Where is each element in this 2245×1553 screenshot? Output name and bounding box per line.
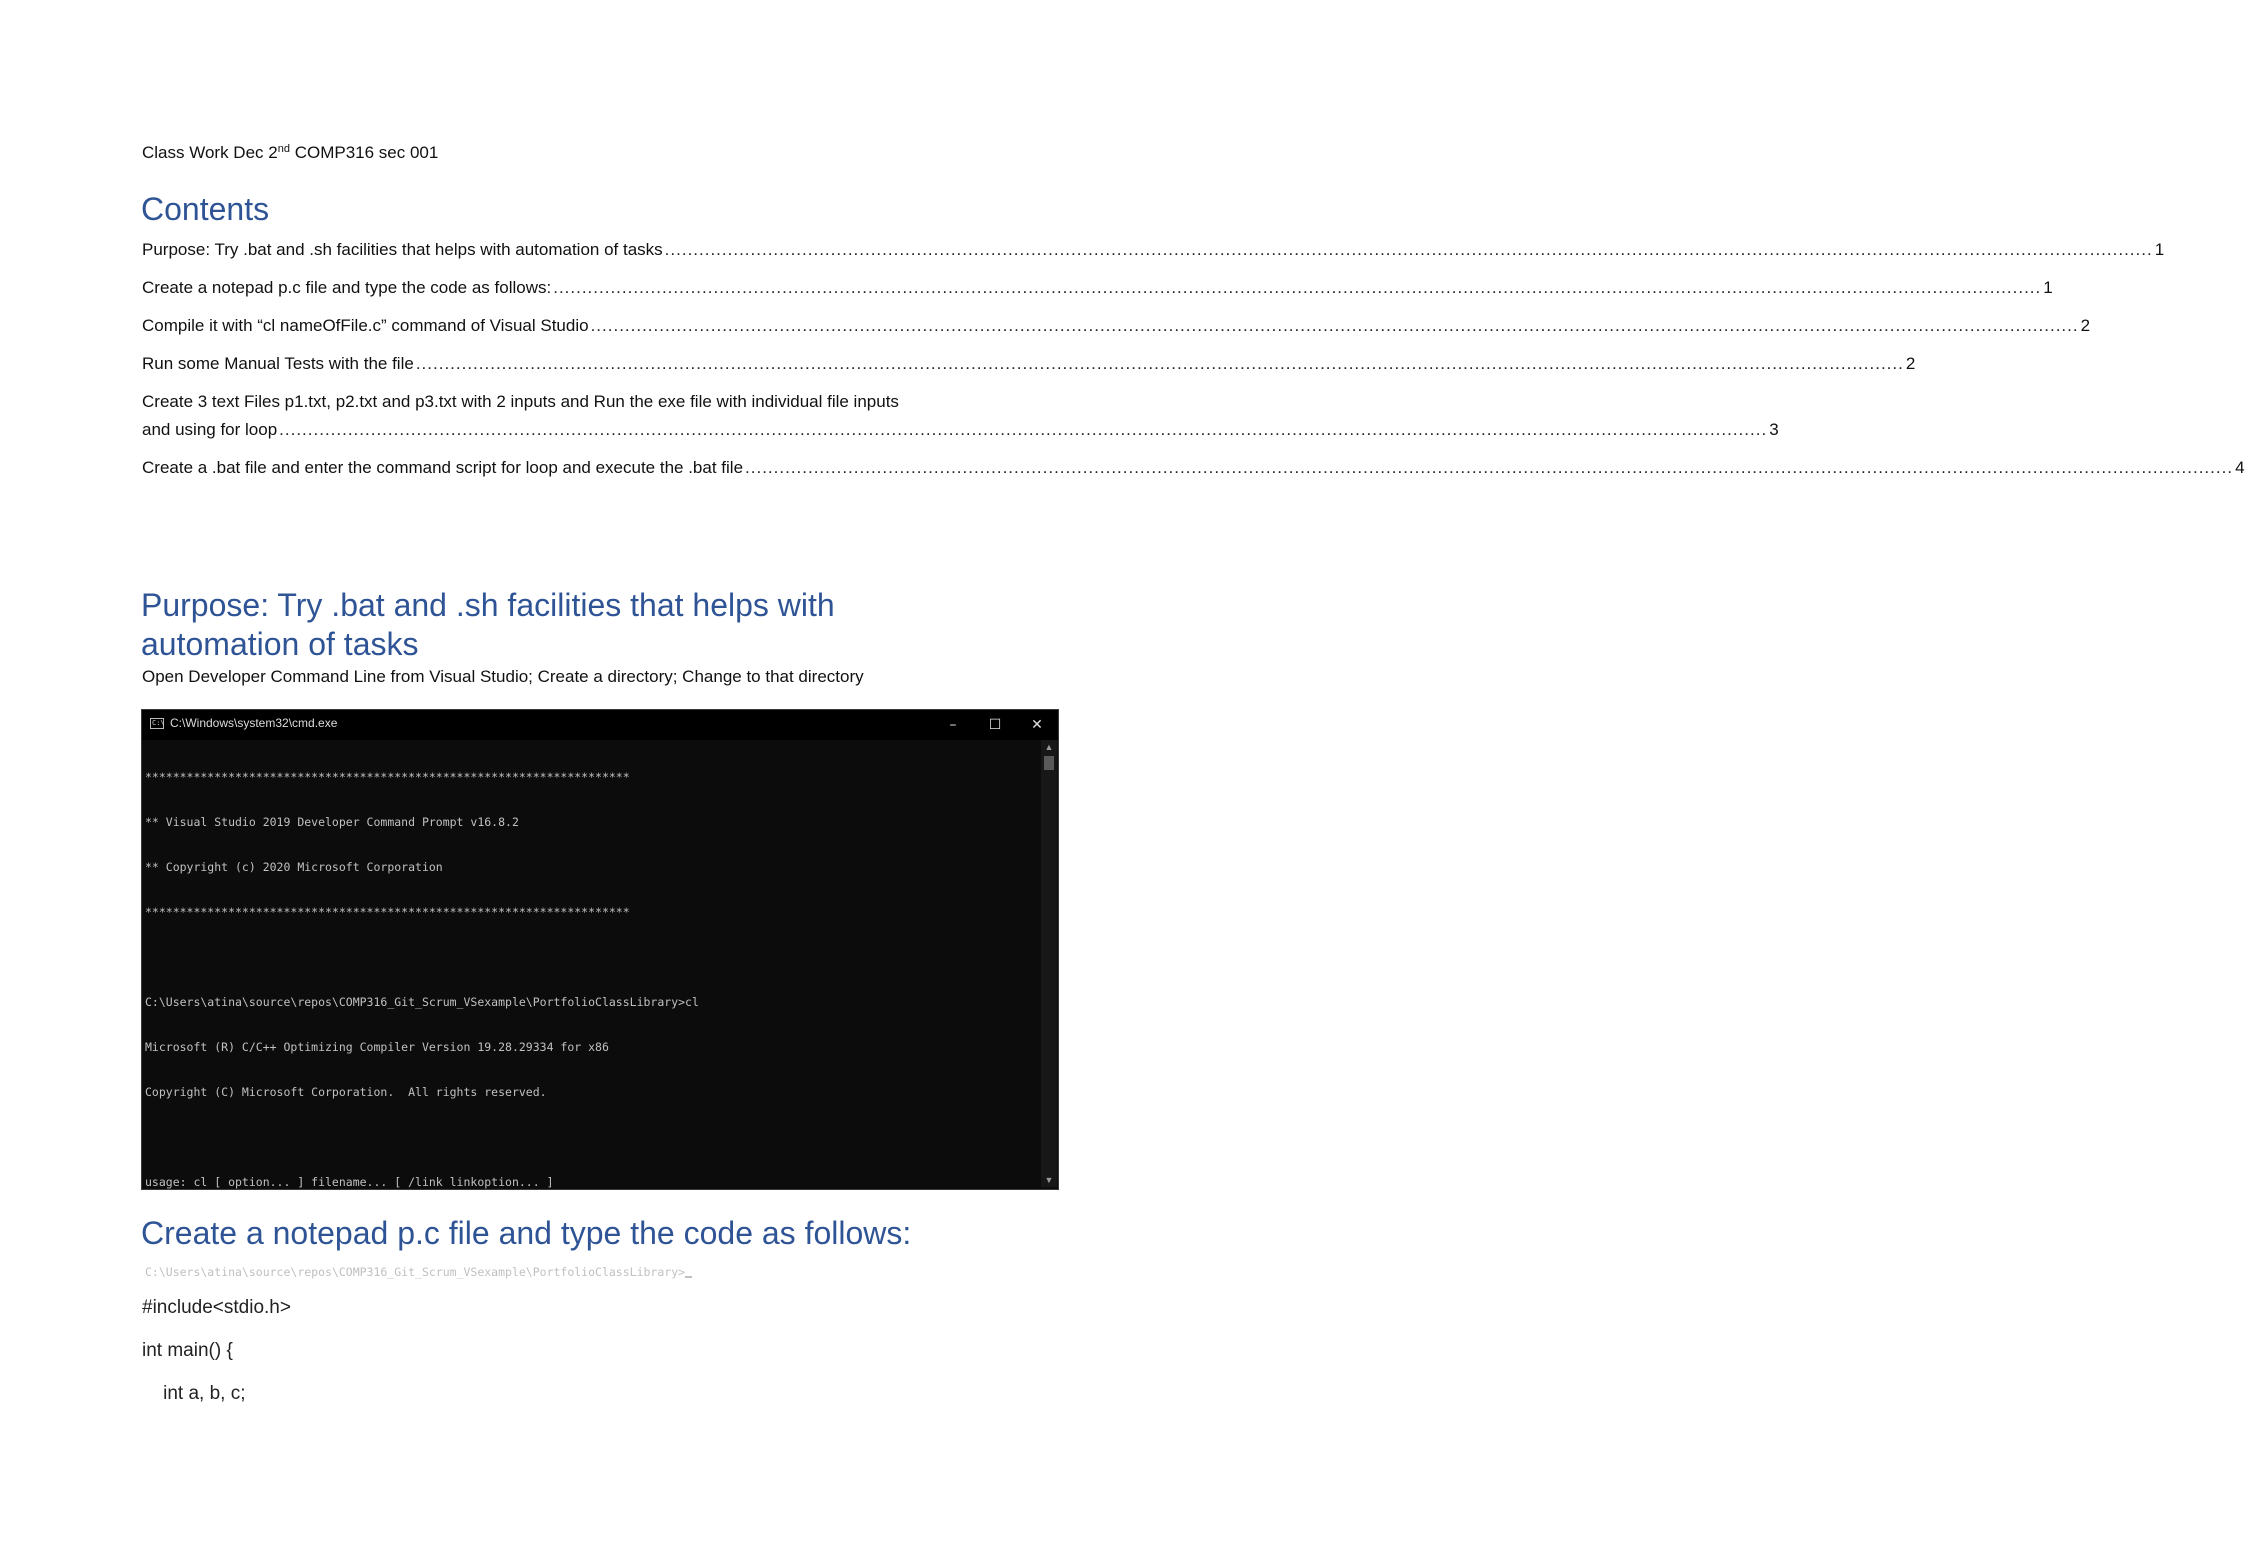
toc-entry[interactable] bbox=[142, 350, 1916, 378]
code-line: #include<stdio.h> bbox=[142, 1297, 291, 1318]
toc-entry-text: Create 3 text Files p1.txt, p2.txt and p3.txt with 2 inputs and Run the exe file with individual file inputs bbox=[142, 392, 899, 411]
toc-entry-text: Compile it with “cl nameOfFile.c” command of Visual Studio bbox=[142, 316, 589, 335]
toc-page-number: 4 bbox=[2235, 458, 2245, 477]
toc-leader-dots bbox=[591, 312, 2079, 340]
console-line: Microsoft (R) C/C++ Optimizing Compiler Version 19.28.29334 for x86 bbox=[145, 1040, 609, 1054]
scroll-up-icon[interactable]: ▲ bbox=[1044, 742, 1054, 752]
console-line: usage: cl [ option... ] filename... [ /link linkoption... ] bbox=[145, 1175, 554, 1189]
toc-entry[interactable] bbox=[142, 454, 2245, 482]
purpose-heading-line2: automation of tasks bbox=[141, 626, 419, 662]
purpose-heading bbox=[141, 586, 1021, 664]
toc-entry-text: Create a notepad p.c file and type the code as follows: bbox=[142, 278, 552, 297]
minimize-button[interactable]: – bbox=[949, 717, 957, 733]
maximize-button[interactable]: ☐ bbox=[988, 717, 1002, 733]
purpose-heading-line1: Purpose: Try .bat and .sh facilities that helps with bbox=[141, 587, 835, 623]
console-line: ** Copyright (c) 2020 Microsoft Corporation bbox=[145, 860, 443, 874]
console-line: ********************************************************************** bbox=[145, 905, 630, 919]
purpose-instruction: Open Developer Command Line from Visual Studio; Create a directory; Change to that directory bbox=[142, 667, 864, 686]
toc-entry-continuation bbox=[142, 416, 1779, 444]
header-prefix: Class Work Dec 2 bbox=[142, 143, 278, 162]
document-header bbox=[142, 143, 438, 163]
console-line bbox=[145, 1130, 1040, 1145]
toc-leader-dots bbox=[745, 454, 2233, 482]
toc-entry[interactable] bbox=[142, 388, 1779, 444]
console-line: C:\Users\atina\source\repos\COMP316_Git_Scrum_VSexample\PortfolioClassLibrary>cl bbox=[145, 995, 699, 1009]
console-line: Copyright (C) Microsoft Corporation. All rights reserved. bbox=[145, 1085, 547, 1099]
toc-leader-dots bbox=[279, 416, 1767, 444]
terminal-icon: C:\ bbox=[152, 719, 165, 727]
code-line: int a, b, c; bbox=[142, 1383, 246, 1404]
toc-page-number: 2 bbox=[2080, 316, 2091, 335]
code-line: int main() { bbox=[142, 1340, 233, 1361]
header-suffix: COMP316 sec 001 bbox=[289, 143, 439, 162]
toc-leader-dots bbox=[665, 236, 2153, 264]
console-line bbox=[145, 950, 1040, 965]
toc-entry-text: Purpose: Try .bat and .sh facilities that helps with automation of tasks bbox=[142, 240, 663, 259]
scrollbar-thumb[interactable] bbox=[1044, 756, 1054, 770]
console-line: ********************************************************************** bbox=[145, 770, 630, 784]
contents-heading: Contents bbox=[141, 191, 270, 227]
cmd-titlebar bbox=[142, 710, 1058, 740]
toc-entry-text-continued: and using for loop bbox=[142, 420, 278, 439]
close-button[interactable]: ✕ bbox=[1031, 717, 1043, 733]
scroll-down-icon[interactable]: ▼ bbox=[1044, 1175, 1054, 1185]
toc-entry[interactable] bbox=[142, 236, 2165, 264]
notepad-heading: Create a notepad p.c file and type the code as follows: bbox=[141, 1215, 912, 1251]
vertical-scrollbar[interactable] bbox=[1041, 740, 1057, 1187]
header-superscript: nd bbox=[277, 143, 290, 155]
toc-entry-text: Run some Manual Tests with the file bbox=[142, 354, 414, 373]
toc-page-number: 2 bbox=[1905, 354, 1916, 373]
table-of-contents bbox=[142, 236, 2245, 492]
console-prompt-line bbox=[145, 1265, 1040, 1280]
toc-entry[interactable] bbox=[142, 274, 2053, 302]
text-cursor bbox=[685, 1276, 692, 1278]
console-line: ** Visual Studio 2019 Developer Command Prompt v16.8.2 bbox=[145, 815, 519, 829]
toc-leader-dots bbox=[553, 274, 2041, 302]
toc-leader-dots bbox=[416, 350, 1904, 378]
toc-page-number: 3 bbox=[1769, 420, 1779, 439]
toc-entry[interactable] bbox=[142, 312, 2091, 340]
toc-page-number: 1 bbox=[2154, 240, 2165, 259]
toc-entry-text: Create a .bat file and enter the command script for loop and execute the .bat file bbox=[142, 458, 744, 477]
toc-page-number: 1 bbox=[2043, 278, 2053, 297]
console-prompt: C:\Users\atina\source\repos\COMP316_Git_Scrum_VSexample\PortfolioClassLibrary> bbox=[145, 1265, 686, 1279]
cmd-window-title: C:\Windows\system32\cmd.exe bbox=[170, 716, 338, 730]
